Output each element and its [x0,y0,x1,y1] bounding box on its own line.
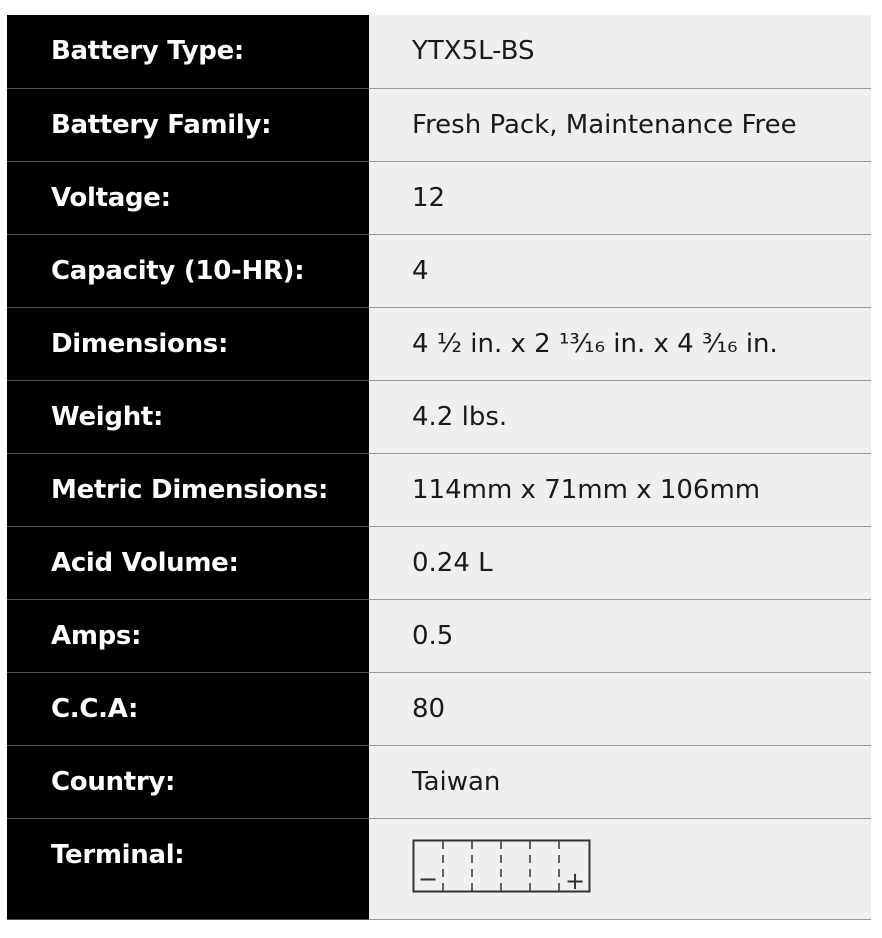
spec-row-metric-dimensions [7,453,871,526]
spec-value: 80 [369,672,871,745]
spec-value: YTX5L-BS [369,15,871,88]
spec-label: Acid Volume: [7,526,369,599]
spec-row-terminal [7,818,871,919]
spec-value: 4 ½ in. x 2 ¹³⁄₁₆ in. x 4 ³⁄₁₆ in. [369,307,871,380]
spec-row-capacity [7,234,871,307]
positive-terminal-icon: + [565,866,586,894]
spec-label: C.C.A: [7,672,369,745]
spec-label: Amps: [7,599,369,672]
spec-label: Country: [7,745,369,818]
spec-label: Weight: [7,380,369,453]
spec-value: 114mm x 71mm x 106mm [369,453,871,526]
spec-row-voltage [7,161,871,234]
spec-row-amps [7,599,871,672]
spec-value: 0.24 L [369,526,871,599]
spec-label: Metric Dimensions: [7,453,369,526]
spec-label: Terminal: [7,818,369,919]
spec-value: 4.2 lbs. [369,380,871,453]
spec-value: 0.5 [369,599,871,672]
battery-spec-table [7,15,871,920]
spec-value: Fresh Pack, Maintenance Free [369,88,871,161]
spec-label: Dimensions: [7,307,369,380]
battery-terminal-diagram [412,839,592,894]
spec-row-dimensions [7,307,871,380]
spec-label: Battery Type: [7,15,369,88]
spec-row-cca [7,672,871,745]
spec-label: Battery Family: [7,88,369,161]
spec-value: 12 [369,161,871,234]
terminal-diagram-cell [369,818,871,919]
spec-row-weight [7,380,871,453]
negative-terminal-icon: − [418,864,439,893]
spec-row-battery-type [7,15,871,88]
spec-row-acid-volume [7,526,871,599]
spec-label: Capacity (10-HR): [7,234,369,307]
spec-value: 4 [369,234,871,307]
spec-row-country [7,745,871,818]
spec-value: Taiwan [369,745,871,818]
spec-row-battery-family [7,88,871,161]
spec-label: Voltage: [7,161,369,234]
